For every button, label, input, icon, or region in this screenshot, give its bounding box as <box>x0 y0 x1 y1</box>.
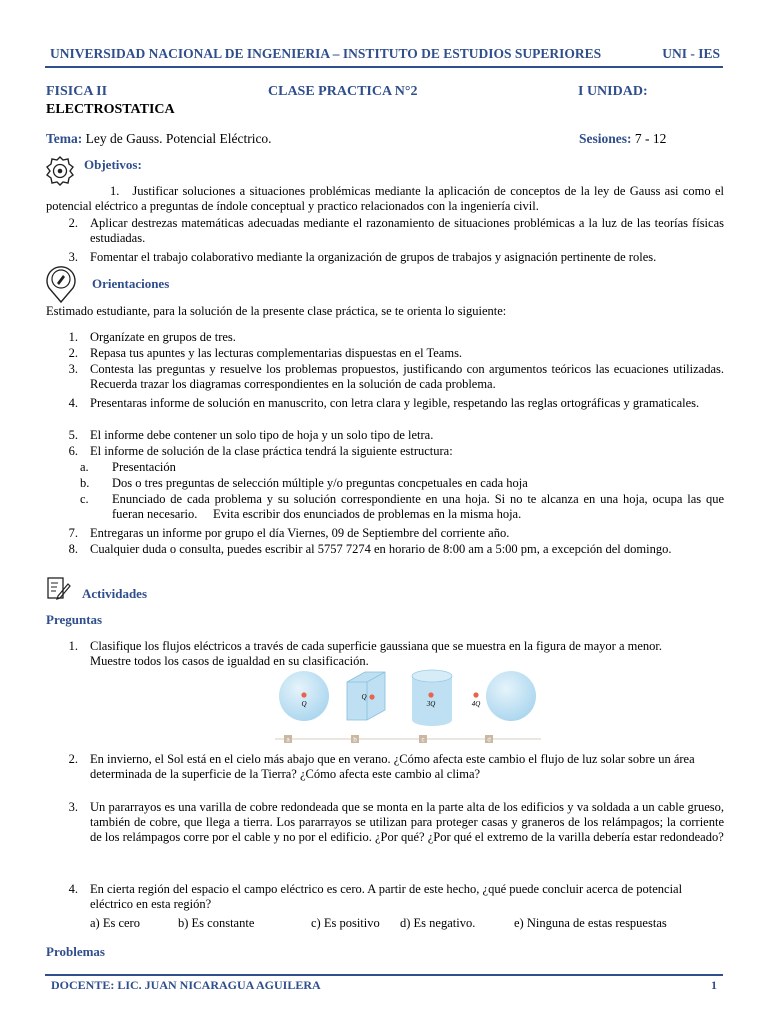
tema-line <box>46 131 272 147</box>
point-charge-b <box>369 694 374 699</box>
pregunta-number: 1. <box>68 639 78 653</box>
subitem-text: Dos o tres preguntas de selección múltiple y/o preguntas concpetuales en cada hoja <box>112 476 528 490</box>
option-c: c) Es positivo <box>311 916 380 930</box>
pregunta-number: 2. <box>68 752 78 766</box>
point-charge-c <box>428 692 433 697</box>
orientacion-number: 2. <box>68 346 78 360</box>
objetivo-number: 2. <box>68 216 78 230</box>
page-number: 1 <box>711 978 717 992</box>
preguntas-title: Preguntas <box>46 612 103 627</box>
charge-label-b: Q <box>361 693 367 701</box>
header-rule <box>45 66 723 68</box>
class-title: CLASE PRACTICA N°2 <box>268 84 418 99</box>
sesiones-line <box>579 131 666 147</box>
tema-value: Ley de Gauss. Potencial Eléctrico. <box>85 131 272 146</box>
panel-letter-a: a <box>286 737 290 744</box>
orientacion-subitem-c <box>80 492 728 522</box>
pregunta-text: Clasifique los flujos eléctricos a través de cada superficie gaussiana que se muestra en la figura de mayor a menor. Muestre todos los casos de igualdad en su clasificación. <box>90 639 663 668</box>
page-header <box>50 46 720 62</box>
sesiones-label: Sesiones: <box>579 131 632 146</box>
orientacion-item-6 <box>46 444 724 459</box>
pregunta-item-4 <box>46 882 724 912</box>
docente: DOCENTE: LIC. JUAN NICARAGUA AGUILERA <box>51 978 321 992</box>
objetivo-item-2 <box>46 216 724 246</box>
orientacion-number: 5. <box>68 428 78 442</box>
orientacion-item-3 <box>46 362 724 392</box>
unit: I UNIDAD: <box>578 84 648 99</box>
orientacion-item-7 <box>46 526 724 541</box>
orientacion-text: Organízate en grupos de tres. <box>90 330 236 344</box>
orientacion-text: Contesta las preguntas y resuelve los problemas propuestos, justificando con argumentos teóricos las ecuaciones utilizadas. Recuerda trazar los diagramas correspondientes en la solución de cada problema. <box>90 362 724 391</box>
orientacion-subitem-a <box>80 460 724 475</box>
pregunta-item-3 <box>46 800 724 845</box>
charge-label-c: 3Q <box>426 700 436 708</box>
pregunta-number: 4. <box>68 882 78 896</box>
orientacion-subitem-b <box>80 476 724 491</box>
charge-label-a: Q <box>301 700 307 708</box>
pregunta-item-1 <box>46 639 724 669</box>
orientacion-text: Entregaras un informe por grupo el día Viernes, 09 de Septiembre del corriente año. <box>90 526 510 540</box>
panel-letter-d: d <box>487 737 491 744</box>
objetivo-text: Fomentar el trabajo colaborativo mediante la organización de grupos de trabajos y asignación pertinente de roles. <box>90 250 657 264</box>
orientacion-item-5 <box>46 428 724 443</box>
institution-abbrev: UNI - IES <box>662 46 720 61</box>
orientacion-number: 6. <box>68 444 78 458</box>
option-d: d) Es negativo. <box>400 916 476 930</box>
pregunta-text: Un pararrayos es una varilla de cobre redondeada que se monta en la parte alta de los edificios y va soldada a un cable grueso, también de cobre, que llega a tierra. Los pararrayos se utilizan para proteger casas y graneros de los relámpagos; la corriente de los relámpagos corre por el cable y no por el edificio. ¿Por qué? ¿Por qué el extremo de la varilla debería estar redondeado? <box>90 800 724 844</box>
orientacion-text: El informe debe contener un solo tipo de hoja y un solo tipo de letra. <box>90 428 434 442</box>
orientacion-item-1 <box>46 330 724 345</box>
objetivos-title: Objetivos: <box>84 157 142 172</box>
subitem-text: Enunciado de cada problema y su solución correspondiente en una hoja. Si no te alcanza en una hoja, ocupa las que fueran necesario. Evita escribir dos enunciados de problemas en la misma hoja. <box>112 492 728 521</box>
orientaciones-intro: Estimado estudiante, para la solución de la presente clase práctica, se te orienta lo siguiente: <box>46 304 507 318</box>
orientacion-number: 1. <box>68 330 78 344</box>
footer-rule <box>45 974 723 976</box>
actividades-title: Actividades <box>82 586 147 601</box>
subitem-letter: a. <box>80 460 89 474</box>
pregunta-item-2 <box>46 752 724 782</box>
orientacion-item-2 <box>46 346 724 361</box>
point-charge-a <box>301 692 306 697</box>
panel-letter-b: b <box>353 737 357 744</box>
notepad-pencil-icon <box>46 576 72 602</box>
pregunta-number: 3. <box>68 800 78 814</box>
sesiones-value: 7 - 12 <box>634 131 667 146</box>
panel-letter-c: c <box>421 737 425 744</box>
compass-pin-icon <box>45 264 77 304</box>
pregunta-text: En cierta región del espacio el campo eléctrico es cero. A partir de este hecho, ¿qué puede concluir acerca de potencial eléctrico en esta región? <box>90 882 683 911</box>
orientacion-text: Cualquier duda o consulta, puedes escribir al 5757 7274 en horario de 8:00 am a 5:00 pm, a excepción del domingo. <box>90 542 672 556</box>
option-e: e) Ninguna de estas respuestas <box>514 916 667 930</box>
target-icon <box>46 156 74 186</box>
orientacion-number: 7. <box>68 526 78 540</box>
orientaciones-title: Orientaciones <box>92 276 170 291</box>
objetivo-number: 3. <box>68 250 78 264</box>
orientacion-number: 8. <box>68 542 78 556</box>
gaussian-surfaces-figure <box>275 668 541 748</box>
subitem-text: Presentación <box>112 460 176 474</box>
subject: FISICA II <box>46 84 108 99</box>
orientacion-text: Repasa tus apuntes y las lecturas complementarias dispuestas en el Teams. <box>90 346 463 360</box>
objetivo-item-3 <box>46 250 724 265</box>
objetivo-number: 1. <box>110 184 120 198</box>
orientacion-text: Presentaras informe de solución en manuscrito, con letra clara y legible, respetando las reglas ortográficas y gramaticales. <box>90 396 700 410</box>
pregunta-text: En invierno, el Sol está en el cielo más abajo que en verano. ¿Cómo afecta este cambio el flujo de luz solar sobre un área determinada de la superficie de la Tierra? ¿Cómo afecta este cambio al clima? <box>90 752 695 781</box>
orientacion-item-4 <box>46 396 724 411</box>
orientacion-number: 4. <box>68 396 78 410</box>
option-b: b) Es constante <box>178 916 255 930</box>
orientacion-text: El informe de solución de la clase práctica tendrá la siguiente estructura: <box>90 444 453 458</box>
problemas-title: Problemas <box>46 944 105 959</box>
option-a: a) Es cero <box>90 916 140 930</box>
point-charge-d <box>473 692 478 697</box>
charge-label-d: 4Q <box>471 700 481 708</box>
objetivo-item-1 <box>46 184 724 214</box>
orientacion-item-8 <box>46 542 724 557</box>
objetivo-text: Aplicar destrezas matemáticas adecuadas mediante el razonamiento de situaciones problémicas a la luz de las teorías físicas estudiadas. <box>90 216 724 245</box>
subitem-letter: c. <box>80 492 89 506</box>
page-footer <box>51 978 717 993</box>
objetivo-text: Justificar soluciones a situaciones problémicas mediante la aplicación de conceptos de la ley de Gauss asi como el potencial eléctrico a preguntas de índole conceptual y practico relacionados con la ingeniería civil. <box>46 184 724 213</box>
tema-label: Tema: <box>46 131 83 146</box>
topic-title: ELECTROSTATICA <box>46 102 175 117</box>
orientacion-number: 3. <box>68 362 78 376</box>
cylinder-top <box>412 670 452 682</box>
institution-name: UNIVERSIDAD NACIONAL DE INGENIERIA – INSTITUTO DE ESTUDIOS SUPERIORES <box>50 46 602 61</box>
gaussian-sphere-d <box>486 671 536 721</box>
subitem-letter: b. <box>80 476 90 490</box>
